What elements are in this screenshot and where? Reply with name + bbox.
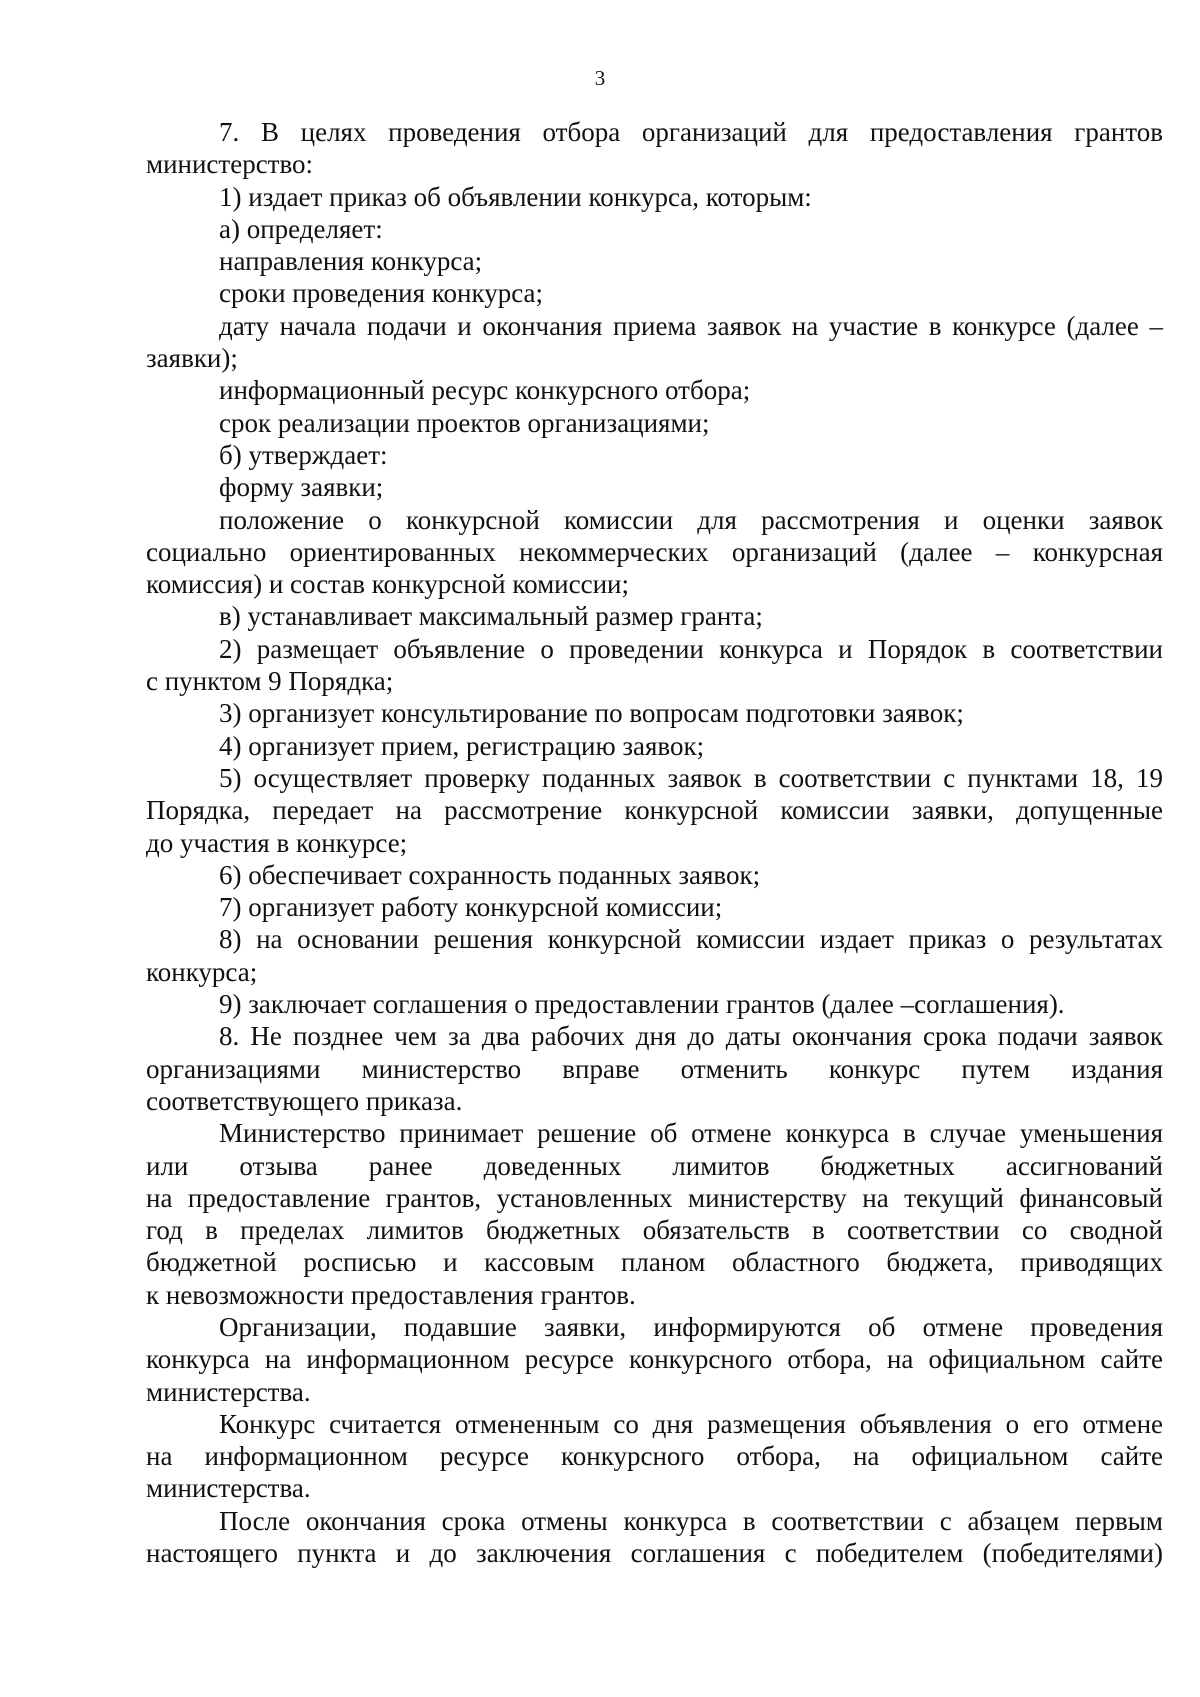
paragraph-line: бюджетной росписью и кассовым планом областного бюджета, приводящих: [146, 1247, 1163, 1278]
paragraph-line: Конкурс считается отмененным со дня размещения объявления о его отмене: [219, 1408, 1163, 1439]
paragraph-line: министерство:: [146, 149, 314, 180]
list-item: форму заявки;: [219, 472, 384, 503]
paragraph-line: с пунктом 9 Порядка;: [146, 666, 394, 697]
paragraph-line: министерства.: [146, 1473, 311, 1504]
list-item: положение о конкурсной комиссии для рассмотрения и оценки заявок: [219, 504, 1163, 535]
list-item: 3) организует консультирование по вопросам подготовки заявок;: [219, 698, 964, 729]
paragraph-line: После окончания срока отмены конкурса в соответствии с абзацем первым: [219, 1505, 1163, 1536]
list-item: а) определяет:: [219, 213, 383, 244]
list-item: б) утверждает:: [219, 439, 388, 470]
list-item: 4) организует прием, регистрацию заявок;: [219, 730, 705, 761]
paragraph-line: Организации, подавшие заявки, информируются об отмене проведения: [219, 1311, 1163, 1342]
paragraph-line: организациями министерство вправе отменить конкурс путем издания: [146, 1053, 1163, 1084]
list-item: в) устанавливает максимальный размер гранта;: [219, 601, 763, 632]
paragraph-line: соответствующего приказа.: [146, 1085, 463, 1116]
paragraph-line: на предоставление грантов, установленных министерству на текущий финансовый: [146, 1182, 1163, 1213]
list-item: 5) осуществляет проверку поданных заявок в соответствии с пунктами 18, 19: [219, 762, 1163, 793]
page-number: 3: [594, 66, 606, 90]
paragraph-line: конкурса;: [146, 956, 258, 987]
list-item: сроки проведения конкурса;: [219, 278, 543, 309]
list-item: 2) размещает объявление о проведении конкурса и Порядок в соответствии: [219, 633, 1163, 664]
list-item: 1) издает приказ об объявлении конкурса, которым:: [219, 181, 812, 212]
list-item: 8) на основании решения конкурсной комиссии издает приказ о результатах: [219, 924, 1163, 955]
list-item: 7) организует работу конкурсной комиссии;: [219, 892, 723, 923]
paragraph-line: 8. Не позднее чем за два рабочих дня до даты окончания срока подачи заявок: [219, 1021, 1163, 1052]
paragraph-line: Министерство принимает решение об отмене конкурса в случае уменьшения: [219, 1118, 1163, 1149]
paragraph-line: на информационном ресурсе конкурсного отбора, на официальном сайте: [146, 1441, 1163, 1472]
paragraph-line: год в пределах лимитов бюджетных обязательств в соответствии со сводной: [146, 1215, 1163, 1246]
paragraph-line: социально ориентированных некоммерческих организаций (далее – конкурсная: [146, 536, 1163, 567]
list-item: срок реализации проектов организациями;: [219, 407, 710, 438]
paragraph-line: 7. В целях проведения отбора организаций для предоставления грантов: [219, 117, 1163, 147]
paragraph-line: конкурса на информационном ресурсе конкурсного отбора, на официальном сайте: [146, 1344, 1163, 1375]
list-item: 9) заключает соглашения о предоставлении грантов (далее –соглашения).: [219, 989, 1065, 1020]
paragraph-line: комиссия) и состав конкурсной комиссии;: [146, 569, 629, 600]
list-item: информационный ресурс конкурсного отбора;: [219, 375, 751, 406]
list-item: 6) обеспечивает сохранность поданных заявок;: [219, 859, 761, 890]
paragraph-line: министерства.: [146, 1376, 311, 1407]
paragraph-line: настоящего пункта и до заключения соглашения с победителем (победителями): [146, 1538, 1163, 1569]
document-body: [146, 116, 1163, 1569]
paragraph-line: до участия в конкурсе;: [146, 827, 408, 858]
paragraph-line: заявки);: [146, 343, 238, 374]
paragraph-line: или отзыва ранее доведенных лимитов бюджетных ассигнований: [146, 1150, 1163, 1181]
list-item: направления конкурса;: [219, 246, 483, 277]
paragraph-line: Порядка, передает на рассмотрение конкурсной комиссии заявки, допущенные: [146, 795, 1163, 826]
paragraph-line: к невозможности предоставления грантов.: [146, 1279, 636, 1310]
list-item: дату начала подачи и окончания приема заявок на участие в конкурсе (далее –: [219, 310, 1163, 341]
